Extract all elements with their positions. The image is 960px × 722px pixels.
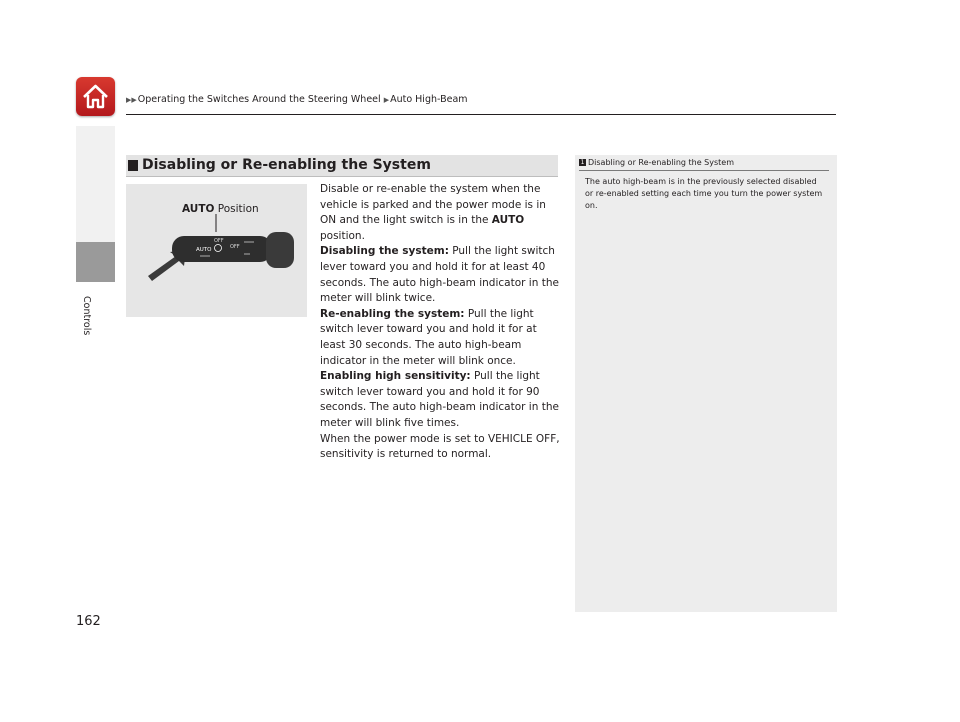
- breadcrumb: [126, 94, 468, 105]
- note-title: 1 Disabling or Re-enabling the System: [579, 158, 829, 171]
- disable-paragraph: Disabling the system: Pull the light switch lever toward you and hold it for at least 40 seconds. The auto high-beam indicator in the meter will blink twice.: [320, 245, 559, 305]
- intro-paragraph: Disable or re-enable the system when the vehicle is parked and the power mode is in ON and the light switch is in the AUTO position.: [320, 183, 546, 242]
- home-button[interactable]: [76, 77, 115, 116]
- sidebar-section-label: Controls: [81, 296, 92, 336]
- section-bullet-icon: [128, 160, 138, 171]
- lever-label-auto: AUTO: [196, 247, 212, 253]
- sidebar-tab-marker: [76, 242, 115, 282]
- note-text: The auto high-beam is in the previously selected disabled or re-enabled setting each time you turn the power system on.: [585, 177, 823, 210]
- breadcrumb-arrow-icon: ▶▶: [126, 96, 137, 104]
- home-icon: [81, 82, 110, 111]
- section-title: Disabling or Re-enabling the System: [142, 157, 431, 173]
- breadcrumb-item-2[interactable]: Auto High-Beam: [390, 94, 468, 105]
- outro-paragraph: When the power mode is set to VEHICLE OFF, sensitivity is returned to normal.: [320, 432, 560, 461]
- light-switch-lever-icon: [126, 184, 307, 317]
- reenable-paragraph: Re-enabling the system: Pull the light switch lever toward you and hold it for at least 30 seconds. The auto high-beam indicator in the meter will blink once.: [320, 307, 537, 367]
- high-sensitivity-paragraph: Enabling high sensitivity: Pull the light switch lever toward you and hold it for 90 seconds. The auto high-beam indicator in the meter will blink five times.: [320, 370, 559, 429]
- figure-label: AUTO Position: [182, 203, 259, 215]
- sidebar-strip: [76, 126, 115, 242]
- note-sidebar: [575, 155, 837, 612]
- lever-illustration: [126, 184, 307, 317]
- section-heading: [126, 155, 558, 177]
- body-text: [320, 182, 560, 463]
- page-number: 162: [76, 614, 101, 629]
- breadcrumb-arrow-icon: ▶: [383, 96, 390, 104]
- header-divider: [126, 114, 836, 115]
- breadcrumb-item-1[interactable]: Operating the Switches Around the Steering Wheel: [137, 94, 381, 105]
- lever-label-off: OFF: [214, 238, 224, 244]
- lever-label-off-2: OFF: [230, 244, 240, 250]
- note-marker-icon: 1: [580, 159, 585, 166]
